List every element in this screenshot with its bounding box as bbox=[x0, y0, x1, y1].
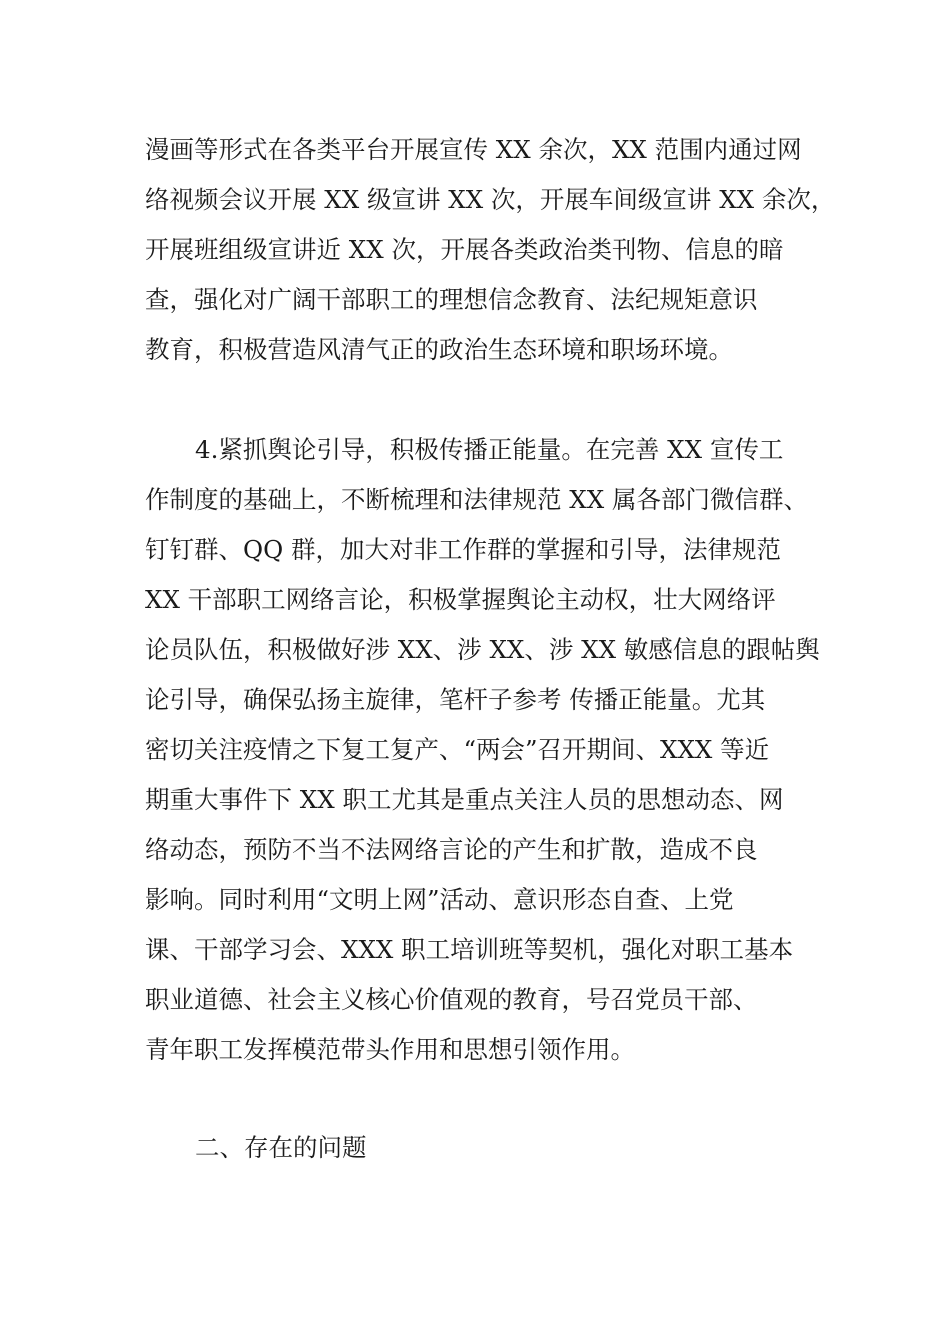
text-line: 查，强化对广阔干部职工的理想信念教育、法纪规矩意识 bbox=[145, 285, 758, 314]
text-line: 作制度的基础上，不断梳理和法律规范 XX 属各部门微信群、 bbox=[145, 485, 808, 514]
text-line: 论引导，确保弘扬主旋律，笔杆子参考 传播正能量。尤其 bbox=[145, 685, 766, 714]
text-line: 漫画等形式在各类平台开展宣传 XX 余次，XX 范围内通过网 bbox=[145, 135, 802, 164]
text-line: 络动态，预防不当不法网络言论的产生和扩散，造成不良 bbox=[145, 835, 758, 864]
text-line: 影响。同时利用“文明上网”活动、意识形态自查、上党 bbox=[145, 885, 734, 914]
text-line: 职业道德、社会主义核心价值观的教育，号召党员干部、 bbox=[145, 985, 758, 1014]
text-line: 青年职工发挥模范带头作用和思想引领作用。 bbox=[145, 1035, 635, 1064]
text-line: 络视频会议开展 XX 级宣讲 XX 次，开展车间级宣讲 XX 余次， bbox=[145, 185, 836, 214]
text-line: 4.紧抓舆论引导，积极传播正能量。在完善 XX 宣传工 bbox=[195, 435, 784, 464]
text-line: 开展班组级宣讲近 XX 次，开展各类政治类刊物、信息的暗 bbox=[145, 235, 784, 264]
text-line: XX 干部职工网络言论，积极掌握舆论主动权，壮大网络评 bbox=[145, 585, 776, 614]
text-line: 密切关注疫情之下复工复产、“两会”召开期间、XXX 等近 bbox=[145, 735, 770, 764]
text-line: 课、干部学习会、XXX 职工培训班等契机，强化对职工基本 bbox=[145, 935, 794, 964]
text-line: 钉钉群、QQ 群，加大对非工作群的掌握和引导，法律规范 bbox=[145, 535, 781, 564]
section-heading: 二、存在的问题 bbox=[195, 1133, 367, 1162]
text-line: 教育，积极营造风清气正的政治生态环境和职场环境。 bbox=[145, 335, 733, 364]
text-line: 论员队伍，积极做好涉 XX、涉 XX、涉 XX 敏感信息的跟帖舆 bbox=[145, 635, 820, 664]
text-line: 期重大事件下 XX 职工尤其是重点关注人员的思想动态、网 bbox=[145, 785, 784, 814]
